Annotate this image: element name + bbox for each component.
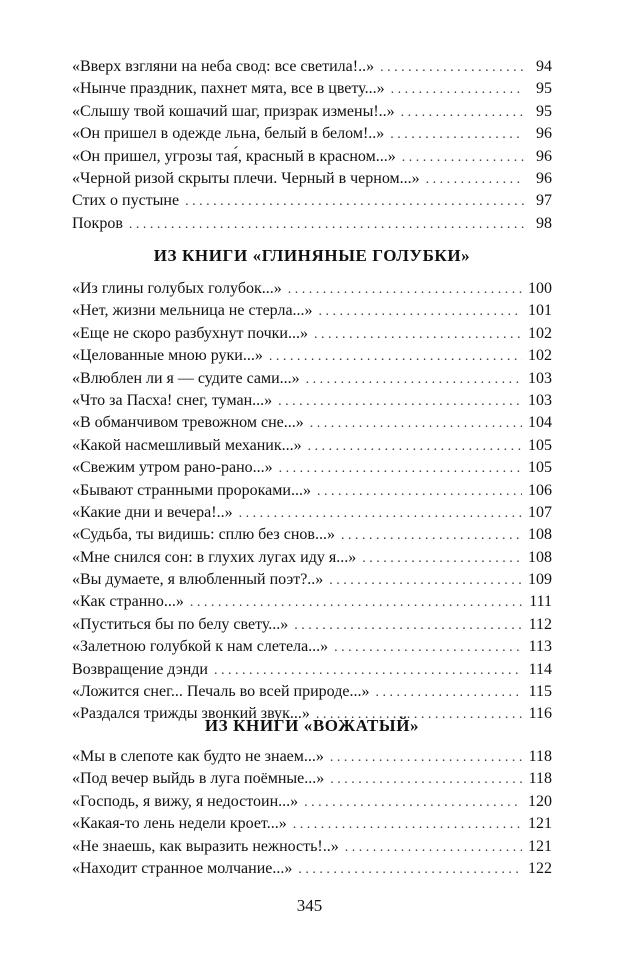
toc-entry bbox=[72, 480, 552, 502]
entry-title: «Еще не скоро разбухнут почки...» bbox=[72, 324, 308, 342]
entry-page-number: 96 bbox=[536, 147, 552, 165]
dot-leader bbox=[380, 57, 524, 79]
dot-leader bbox=[310, 413, 522, 435]
entry-title: «Бывают странными пророками...» bbox=[72, 481, 311, 499]
dot-leader bbox=[185, 191, 524, 213]
dot-leader bbox=[298, 859, 522, 881]
entry-title: «Целованные мною руки...» bbox=[72, 347, 263, 365]
dot-leader bbox=[402, 147, 524, 169]
entry-title: «Он пришел в одежде льна, белый в белом!..» bbox=[72, 125, 385, 143]
entry-page-number: 102 bbox=[528, 324, 552, 342]
entry-page-number: 111 bbox=[529, 593, 552, 611]
entry-page-number: 121 bbox=[528, 815, 552, 833]
entry-page-number: 101 bbox=[528, 302, 552, 320]
entry-title: «Господь, я вижу, я недостоин...» bbox=[72, 792, 299, 810]
dot-leader bbox=[239, 503, 522, 525]
entry-title: «Ложится снег... Печаль во всей природе...» bbox=[72, 683, 370, 701]
toc-entry bbox=[72, 547, 552, 569]
dot-leader bbox=[426, 169, 524, 191]
entry-title: Покров bbox=[72, 214, 123, 232]
entry-title: «Под вечер выйдь в луга поёмные...» bbox=[72, 770, 325, 788]
entry-page-number: 121 bbox=[528, 837, 552, 855]
toc-entry bbox=[72, 681, 552, 703]
dot-leader bbox=[294, 615, 522, 637]
toc-entry bbox=[72, 502, 552, 524]
entry-title: «Нынче праздник, пахнет мята, все в цвету...» bbox=[72, 80, 385, 98]
entry-title: «Какая-то лень недели кроет...» bbox=[72, 815, 287, 833]
entry-title: «Свежим утром рано-рано...» bbox=[72, 459, 273, 477]
toc-entry bbox=[72, 56, 552, 78]
entry-title: «В обманчивом тревожном сне...» bbox=[72, 414, 304, 432]
entry-page-number: 103 bbox=[528, 391, 552, 409]
entry-page-number: 102 bbox=[528, 347, 552, 365]
toc-entry bbox=[72, 278, 552, 300]
entry-page-number: 116 bbox=[528, 705, 552, 723]
dot-leader bbox=[319, 301, 522, 323]
entry-page-number: 96 bbox=[536, 125, 552, 143]
entry-page-number: 112 bbox=[528, 615, 552, 633]
entry-page-number: 105 bbox=[528, 436, 552, 454]
toc-entry bbox=[72, 323, 552, 345]
toc-entry bbox=[72, 190, 552, 212]
toc-entry bbox=[72, 168, 552, 190]
entry-page-number: 95 bbox=[536, 102, 552, 120]
entry-title: «Черной ризой скрыты плечи. Черный в черном...» bbox=[72, 169, 420, 187]
entry-title: «Как странно...» bbox=[72, 593, 184, 611]
entry-page-number: 106 bbox=[528, 481, 552, 499]
entry-page-number: 118 bbox=[528, 770, 552, 788]
toc-entry bbox=[72, 213, 552, 235]
entry-page-number: 118 bbox=[528, 748, 552, 765]
entry-title: «Что за Пасха! снег, туман...» bbox=[72, 391, 273, 409]
dot-leader bbox=[375, 682, 522, 704]
entry-title: «Залетною голубкой к нам слетела...» bbox=[72, 638, 329, 656]
entry-page-number: 103 bbox=[528, 369, 552, 387]
toc-entry bbox=[72, 435, 552, 457]
entry-title: «Вверх взгляни на неба свод: все светила!..» bbox=[72, 58, 375, 75]
entry-title: «Пуститься бы по белу свету...» bbox=[72, 615, 289, 633]
toc-entry bbox=[72, 524, 552, 546]
dot-leader bbox=[401, 102, 524, 124]
dot-leader bbox=[306, 369, 522, 391]
toc-list-vozhaty bbox=[72, 746, 552, 880]
toc-entry bbox=[72, 569, 552, 591]
toc-entry bbox=[72, 768, 552, 790]
entry-title: «Судьба, ты видишь: сплю без снов...» bbox=[72, 526, 335, 544]
toc-entry bbox=[72, 78, 552, 100]
dot-leader bbox=[269, 346, 522, 368]
entry-page-number: 98 bbox=[536, 214, 552, 232]
entry-page-number: 114 bbox=[528, 660, 552, 678]
toc-entry bbox=[72, 836, 552, 858]
entry-page-number: 115 bbox=[528, 683, 552, 701]
entry-page-number: 122 bbox=[528, 859, 552, 877]
dot-leader bbox=[391, 79, 524, 101]
entry-title: «Раздался трижды звонкий звук...» bbox=[72, 705, 310, 723]
toc-entry bbox=[72, 123, 552, 145]
toc-entry bbox=[72, 390, 552, 412]
toc-entry bbox=[72, 300, 552, 322]
toc-entry bbox=[72, 746, 552, 768]
dot-leader bbox=[329, 570, 522, 592]
toc-entry bbox=[72, 636, 552, 658]
toc-entry bbox=[72, 457, 552, 479]
entry-page-number: 109 bbox=[528, 571, 552, 589]
entry-title: «Находит странное молчание...» bbox=[72, 859, 293, 877]
entry-page-number: 95 bbox=[536, 80, 552, 98]
entry-page-number: 108 bbox=[528, 548, 552, 566]
entry-title: «Мне снился сон: в глухих лугах иду я...» bbox=[72, 548, 357, 566]
entry-page-number: 105 bbox=[528, 459, 552, 477]
dot-leader bbox=[330, 747, 523, 769]
entry-title: «Вы думаете, я влюбленный поэт?..» bbox=[72, 571, 324, 589]
entry-title: «Какой насмешливый механик...» bbox=[72, 436, 302, 454]
entry-title: «Слышу твой кошачий шаг, призрак измены!..» bbox=[72, 102, 395, 120]
toc-entry bbox=[72, 813, 552, 835]
dot-leader bbox=[362, 548, 522, 570]
toc-entry bbox=[72, 345, 552, 367]
toc-entry bbox=[72, 858, 552, 880]
toc-entry bbox=[72, 791, 552, 813]
entry-page-number: 94 bbox=[536, 58, 552, 75]
dot-leader bbox=[390, 124, 524, 146]
dot-leader bbox=[304, 792, 522, 814]
toc-entry bbox=[72, 659, 552, 681]
toc-entry bbox=[72, 412, 552, 434]
dot-leader bbox=[278, 391, 522, 413]
entry-title: «Какие дни и вечера!..» bbox=[72, 503, 233, 521]
entry-page-number: 97 bbox=[536, 192, 552, 210]
toc-list-golubki bbox=[72, 278, 552, 726]
dot-leader bbox=[314, 324, 522, 346]
dot-leader bbox=[293, 814, 522, 836]
entry-page-number: 96 bbox=[536, 169, 552, 187]
entry-title: «Он пришел, угрозы тая́, красный в красном...» bbox=[72, 147, 396, 165]
dot-leader bbox=[190, 592, 523, 614]
entry-page-number: 108 bbox=[528, 526, 552, 544]
toc-entry bbox=[72, 101, 552, 123]
page-number: 345 bbox=[296, 896, 323, 915]
entry-title: «Нет, жизни мельница не стерла...» bbox=[72, 302, 313, 320]
dot-leader bbox=[334, 637, 522, 659]
dot-leader bbox=[345, 837, 522, 859]
toc-list-continuation bbox=[72, 56, 552, 235]
toc-entry bbox=[72, 368, 552, 390]
entry-title: Стих о пустыне bbox=[72, 192, 180, 210]
dot-leader bbox=[317, 481, 522, 503]
entry-title: «Не знаешь, как выразить нежность!..» bbox=[72, 837, 339, 855]
toc-entry bbox=[72, 614, 552, 636]
entry-page-number: 120 bbox=[528, 792, 552, 810]
dot-leader bbox=[214, 660, 523, 682]
section-heading-golubki: ИЗ КНИГИ «ГЛИНЯНЫЕ ГОЛУБКИ» bbox=[153, 246, 471, 265]
entry-page-number: 113 bbox=[528, 638, 552, 656]
entry-page-number: 104 bbox=[528, 414, 552, 432]
toc-entry bbox=[72, 591, 552, 613]
entry-title: «Мы в слепоте как будто не знаем...» bbox=[72, 748, 324, 765]
dot-leader bbox=[341, 525, 522, 547]
toc-entry bbox=[72, 146, 552, 168]
dot-leader bbox=[279, 458, 522, 480]
entry-title: «Влюблен ли я — судите сами...» bbox=[72, 369, 300, 387]
dot-leader bbox=[330, 769, 522, 791]
section-heading-vozhaty: ИЗ КНИГИ «ВОЖАТЫЙ» bbox=[204, 716, 420, 735]
entry-title: Возвращение дэнди bbox=[72, 660, 208, 678]
entry-page-number: 100 bbox=[528, 280, 552, 297]
entry-title: «Из глины голубых голубок...» bbox=[72, 280, 282, 297]
entry-page-number: 107 bbox=[528, 503, 552, 521]
dot-leader bbox=[129, 214, 524, 236]
dot-leader bbox=[308, 436, 522, 458]
dot-leader bbox=[288, 279, 522, 301]
